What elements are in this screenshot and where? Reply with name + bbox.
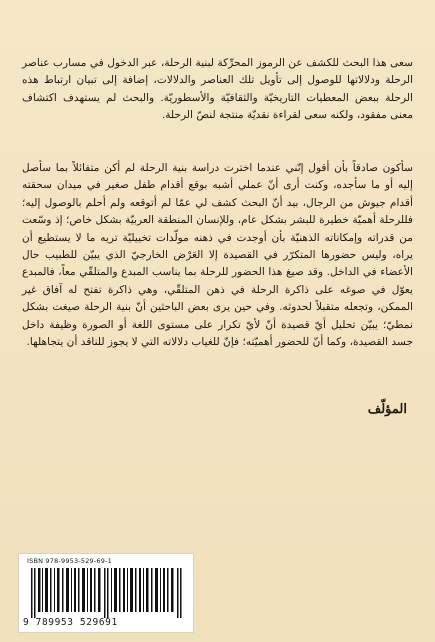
ean-digits: 9 789953 529691: [23, 617, 118, 628]
paragraph-intro: سعى هذا البحث للكشف عن الرموز المحرِّكة لبنية الرحلة، عبر الدخول في مسارب عناصر الرحلة ودلالاتها للوصول إلى تأويل تلك العناصر والدلالات، إضافة إلى تبيان ارتباط هذه الرحلة ببعض المعطيات التاريخيّة والثقافيّة والأسطوريّة. والبحث لم يستهدف اكتشاف معنى مفقود، ولكنه سعى لقراءة نقديّة منتجة لنصّ الرحلة.: [22, 57, 413, 122]
author-signature: المؤلّف: [367, 402, 407, 417]
isbn-text: ISBN 978-9953-529-69-1: [27, 557, 112, 565]
barcode-icon: [31, 568, 183, 618]
barcode-label: [18, 553, 194, 633]
paragraph-body: سأكون صادقاً بأن أقول إنّني عندما اخترت دراسة بنية الرحلة لم أكن متفائلاً بما سأصل إليه أو ما سأجده، وكنت أرى أنّ عملي أشبه بوقع أقدام طفل صغير في ميدان سحقته أقدام جيوش من الرجال، بيد أنّ البحث كشف لي عمّا لم أتوقعه ولم أحلم بالوصول إليه؛ فللرحلة أهميّة خطيرة للبشر بشكل عام، وللإنسان المنطقة العربيّة بشكل خاص؛ إذ وسّعت من قدراته وإمكاناته الذهنيّة بأن أوجدت في ذهنه مولّدات تخييليّة تريه ما لا يستطيع أن يراه، وليس حضورها المتكرّر في القصيدة إلا العَرْض الخارجيّ الذي يبيّن للطبيب حال الأعضاء في الداخل. وقد صيغ هذا الحضور للرحلة بما يناسب المبدع والمتلقّي معاً، فالمبدع يعوّل في صوغه على ذاكرة الرحلة في ذهن المتلقّي، وهي ذاكرة تفتح له آفاق غير الممكن، وتجعله متقبلاً لحدوثه. وفي حين يرى بعض الباحثين أنّ بنية الرحلة صيغت بشكل نمطيّ؛ يبيّن تحليل أيّ قصيدة أنّ لأيّ تكرار على مستوى اللغة أو الصورة وظيفة داخل جسد القصيدة، وكما أنّ للحضور أهميّته؛ فإنّ للغياب دلالاته التي لا يجوز للناقد أن يتجاهلها.: [22, 162, 413, 349]
